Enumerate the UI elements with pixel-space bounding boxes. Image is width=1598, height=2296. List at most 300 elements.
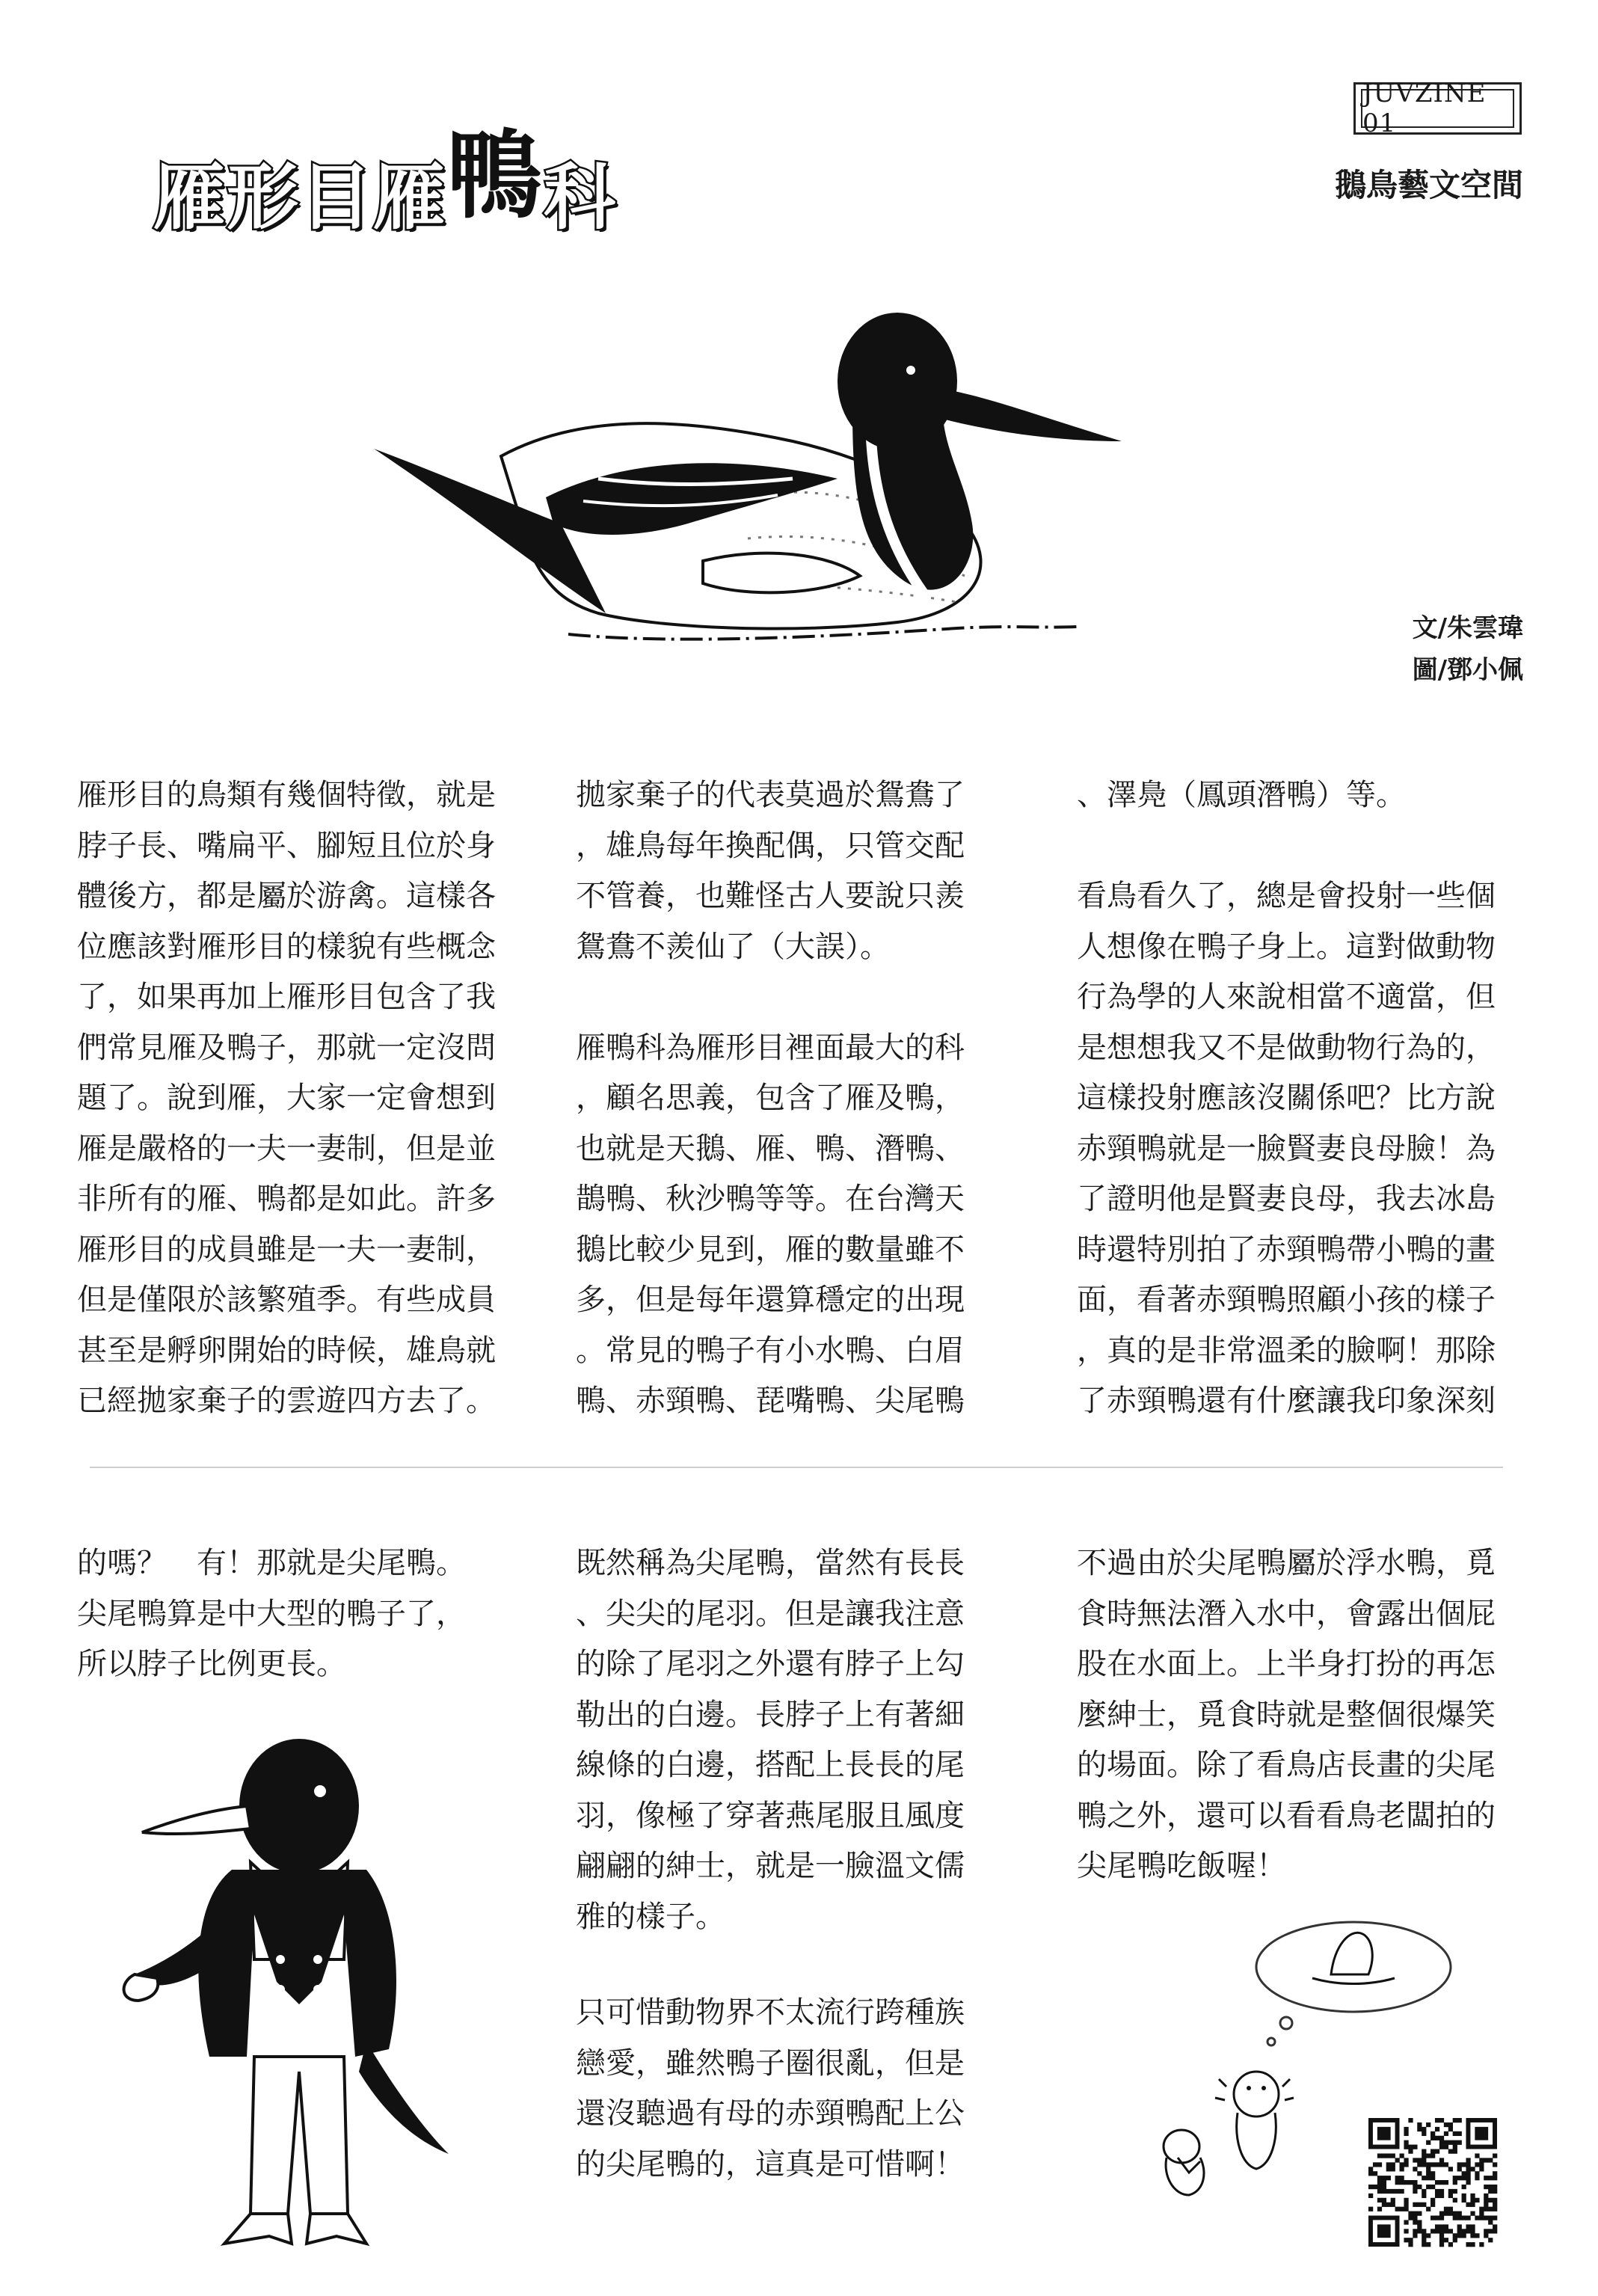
qr-module [1453,2149,1457,2154]
qr-module [1457,2224,1462,2229]
qr-module [1386,2203,1391,2207]
qr-module [1404,2238,1408,2242]
qr-module [1475,2162,1479,2167]
qr-module [1377,2207,1382,2211]
qr-module [1435,2229,1439,2233]
qr-module [1470,2242,1475,2247]
qr-module [1417,2220,1422,2224]
qr-module [1484,2207,1488,2211]
qr-module [1475,2171,1479,2176]
qr-module [1422,2233,1426,2238]
qr-module [1475,2176,1479,2180]
qr-module [1462,2198,1466,2203]
qr-module [1457,2233,1462,2238]
qr-module [1426,2122,1430,2127]
qr-module [1462,2215,1466,2220]
qr-module [1430,2185,1435,2189]
qr-module [1439,2215,1444,2220]
qr-module [1462,2171,1466,2176]
qr-module [1386,2167,1391,2171]
qr-module [1484,2158,1488,2162]
qr-module [1408,2215,1413,2220]
qr-module [1444,2229,1448,2233]
qr-module [1457,2215,1462,2220]
qr-module [1408,2118,1413,2122]
qr-module [1430,2153,1435,2158]
qr-module [1448,2211,1453,2216]
qr-module [1404,2220,1408,2224]
qr-module [1439,2211,1444,2216]
qr-module [1430,2136,1435,2140]
qr-module [1493,2171,1497,2176]
qr-module [1413,2145,1417,2149]
qr-module [1422,2176,1426,2180]
qr-module [1400,2189,1404,2194]
qr-module [1493,2203,1497,2207]
qr-module [1448,2167,1453,2171]
org-name: 鵝鳥藝文空間 [1334,167,1523,203]
qr-module [1457,2176,1462,2180]
qr-module [1426,2140,1430,2145]
qr-module [1466,2162,1470,2167]
qr-module [1466,2229,1470,2233]
qr-module [1453,2198,1457,2203]
qr-module [1484,2198,1488,2203]
qr-module [1417,2171,1422,2176]
bottom-column-2b: 只可惜動物界不太流行跨種族 戀愛，雖然鴨子圈很亂，但是 還沒聽過有母的赤頸鴨配上公 的尖尾鴨的，這真是可惜啊！ [576,1995,965,2182]
qr-module [1448,2140,1453,2145]
title-text-2: 科 [544,156,618,239]
qr-module [1404,2198,1408,2203]
qr-module [1466,2171,1470,2176]
qr-module [1462,2194,1466,2198]
qr-module [1479,2242,1484,2247]
qr-module [1462,2162,1466,2167]
qr-module [1462,2233,1466,2238]
qr-module [1400,2207,1404,2211]
qr-module [1439,2118,1444,2122]
qr-module [1466,2203,1470,2207]
qr-module [1435,2189,1439,2194]
qr-module [1430,2198,1435,2203]
qr-module [1408,2180,1413,2185]
qr-module [1391,2153,1395,2158]
qr-module [1395,2189,1400,2194]
qr-module [1400,2176,1404,2180]
qr-module [1439,2242,1444,2247]
qr-module [1386,2162,1391,2167]
qr-module [1404,2127,1408,2131]
qr-module [1430,2162,1435,2167]
qr-module [1493,2229,1497,2233]
qr-module [1404,2162,1408,2167]
qr-module [1417,2203,1422,2207]
qr-module [1448,2207,1453,2211]
qr-module [1457,2167,1462,2171]
qr-module [1422,2162,1426,2167]
bottom-column-1: 的嗎？ 有！那就是尖尾鴨。 尖尾鴨算是中大型的鴨子了， 所以脖子比例更長。 [77,1546,466,1681]
qr-module [1430,2171,1435,2176]
qr-module [1444,2238,1448,2242]
qr-module [1479,2215,1484,2220]
page-title [153,112,617,250]
qr-module [1439,2189,1444,2194]
qr-code [1368,2118,1497,2247]
qr-module [1435,2162,1439,2167]
qr-module [1462,2176,1466,2180]
top-column-3: 、澤鳧（鳳頭潛鴨）等。 看鳥看久了，總是會投射一些個 人想像在鴨子身上。這對做動物 行為學的人來說相當不適當，但 是想想我又不是做動物行為的， 這樣投射應該沒關係吧？比方說 赤頸鴨就是一臉賢妻良母臉！為 了證明他是賢妻良母，我去冰島 時還特別拍了赤頸鴨帶小鴨的畫 面，看著赤頸鴨照顧小孩的樣子 ，真的是非常溫柔的臉啊！那除 了赤頸鴨還有什麼讓我印象深刻 [1077,778,1496,1418]
qr-module [1484,2215,1488,2220]
qr-module [1391,2162,1395,2167]
qr-module [1453,2211,1457,2216]
title-text-1: 雁形目雁 [153,156,446,239]
qr-module [1408,2145,1413,2149]
qr-module [1377,2224,1391,2238]
qr-module [1404,2203,1408,2207]
qr-module [1439,2158,1444,2162]
qr-module [1488,2185,1493,2189]
qr-module [1382,2203,1386,2207]
qr-module [1475,2215,1479,2220]
qr-module [1426,2171,1430,2176]
qr-module [1457,2162,1462,2167]
qr-module [1488,2189,1493,2194]
qr-module [1484,2185,1488,2189]
qr-module [1453,2215,1457,2220]
qr-module [1448,2127,1453,2131]
qr-module [1417,2127,1422,2131]
qr-module [1448,2194,1453,2198]
qr-module [1386,2153,1391,2158]
qr-module [1466,2215,1470,2220]
qr-module [1422,2229,1426,2233]
bottom-column-3: 不過由於尖尾鴨屬於浮水鴨，覓 食時無法潛入水中，會露出個屁 股在水面上。上半身打扮的再怎 麼紳士，覓食時就是整個很爆笑 的場面。除了看鳥店長畫的尖尾 鴨之外，還可以看看鳥老闆拍的 尖尾鴨吃飯喔！ [1077,1546,1496,1883]
qr-module [1488,2198,1493,2203]
qr-module [1373,2171,1377,2176]
qr-module [1479,2207,1484,2211]
qr-module [1430,2215,1435,2220]
qr-module [1413,2189,1417,2194]
qr-module [1430,2131,1435,2136]
qr-module [1408,2211,1413,2216]
qr-module [1484,2194,1488,2198]
qr-module [1413,2180,1417,2185]
qr-module [1462,2229,1466,2233]
top-column-1: 雁形目的鳥類有幾個特徵，就是 脖子長、嘴扁平、腳短且位於身 體後方，都是屬於游禽。這樣各 位應該對雁形目的樣貌有些概念 了，如果再加上雁形目包含了我 們常見雁及鴨子，那就一定沒問 題了。說到雁，大家一定會想到 雁是嚴格的一夫一妻制，但是並 非所有的雁、鴨都是如此。許多 雁形目的成員雖是一夫一妻制， 但是僅限於該繁殖季。有些成員 甚至是孵卵開始的時候，雄鳥就 已經拋家棄子的雲遊四方去了。 [77,778,496,1418]
qr-module [1413,2203,1417,2207]
qr-module [1435,2149,1439,2154]
qr-module [1377,2176,1382,2180]
qr-module [1484,2176,1488,2180]
qr-module [1435,2136,1439,2140]
qr-module [1404,2131,1408,2136]
qr-module [1422,2131,1426,2136]
qr-module [1382,2180,1386,2185]
qr-module [1408,2242,1413,2247]
qr-module [1466,2158,1470,2162]
qr-module [1493,2189,1497,2194]
qr-module [1444,2180,1448,2185]
qr-module [1377,2198,1382,2203]
zine-badge [1353,79,1522,138]
qr-module [1391,2189,1395,2194]
qr-module [1448,2189,1453,2194]
gentleman-duck-illustration [120,1735,464,2259]
qr-module [1430,2176,1435,2180]
qr-module [1457,2118,1462,2122]
qr-module [1391,2198,1395,2203]
qr-module [1386,2176,1391,2180]
qr-module [1408,2149,1413,2154]
qr-module [1435,2180,1439,2185]
qr-module [1439,2233,1444,2238]
qr-module [1422,2242,1426,2247]
qr-module [1475,2153,1479,2158]
qr-module [1413,2215,1417,2220]
qr-module [1439,2229,1444,2233]
qr-module [1426,2162,1430,2167]
qr-module [1413,2233,1417,2238]
qr-module [1470,2198,1475,2203]
qr-module [1417,2224,1422,2229]
qr-module [1475,2233,1479,2238]
qr-module [1470,2194,1475,2198]
qr-module [1377,2162,1382,2167]
qr-module [1400,2180,1404,2185]
qr-module [1377,2189,1382,2194]
qr-module [1382,2153,1386,2158]
qr-module [1453,2118,1457,2122]
qr-module [1475,2198,1479,2203]
qr-module [1395,2176,1400,2180]
qr-module [1444,2145,1448,2149]
qr-module [1430,2149,1435,2154]
title-text-big: 鴨 [446,120,544,232]
bottom-column-2a: 既然稱為尖尾鴨，當然有長長 、尖尖的尾羽。但是讓我注意 的除了尾羽之外還有脖子上勾 勒出的白邊。長脖子上有著細 線條的白邊，搭配上長長的尾 羽，像極了穿著燕尾服且風度 翩翩的紳士，就是一臉溫文儒 雅的樣子。 [576,1546,965,1934]
qr-module [1488,2158,1493,2162]
qr-module [1430,2229,1435,2233]
qr-module [1466,2224,1470,2229]
qr-module [1377,2127,1391,2140]
qr-module [1395,2207,1400,2211]
illustrator-credit: 圖/鄧小佩 [1412,655,1523,685]
qr-module [1466,2176,1470,2180]
pintail-duck-illustration [374,299,1159,673]
qr-module [1444,2162,1448,2167]
qr-module [1479,2211,1484,2216]
qr-module [1439,2238,1444,2242]
qr-module [1391,2203,1395,2207]
qr-module [1466,2167,1470,2171]
qr-module [1439,2162,1444,2167]
qr-module [1404,2145,1408,2149]
qr-module [1453,2189,1457,2194]
credits [1413,607,1523,691]
qr-module [1493,2185,1497,2189]
qr-module [1470,2211,1475,2216]
qr-module [1488,2238,1493,2242]
qr-module [1404,2140,1408,2145]
qr-module [1404,2180,1408,2185]
qr-module [1422,2158,1426,2162]
qr-module [1457,2131,1462,2136]
qr-module [1426,2167,1430,2171]
qr-module [1373,2185,1377,2189]
qr-module [1435,2194,1439,2198]
qr-module [1453,2131,1457,2136]
qr-module [1448,2242,1453,2247]
qr-module [1457,2229,1462,2233]
qr-module [1466,2242,1470,2247]
qr-module [1448,2122,1453,2127]
qr-module [1422,2238,1426,2242]
qr-module [1475,2127,1488,2140]
qr-module [1439,2194,1444,2198]
qr-module [1400,2153,1404,2158]
qr-module [1435,2224,1439,2229]
qr-module [1439,2180,1444,2185]
qr-module [1368,2207,1373,2211]
qr-module [1444,2122,1448,2127]
qr-module [1493,2153,1497,2158]
qr-module [1484,2229,1488,2233]
qr-module [1422,2189,1426,2194]
qr-module [1400,2167,1404,2171]
qr-module [1413,2158,1417,2162]
author-credit: 文/朱雲瑋 [1412,613,1523,643]
qr-module [1368,2167,1373,2171]
qr-module [1493,2207,1497,2211]
qr-module [1413,2220,1417,2224]
qr-module [1377,2185,1382,2189]
qr-module [1404,2158,1408,2162]
qr-module [1466,2180,1470,2185]
qr-module [1470,2167,1475,2171]
qr-module [1439,2224,1444,2229]
qr-module [1408,2238,1413,2242]
qr-module [1417,2185,1422,2189]
qr-module [1435,2127,1439,2131]
qr-module [1404,2229,1408,2233]
qr-module [1470,2229,1475,2233]
qr-module [1373,2162,1377,2167]
qr-module [1395,2180,1400,2185]
qr-module [1462,2185,1466,2189]
qr-module [1382,2176,1386,2180]
qr-module [1457,2211,1462,2216]
qr-module [1417,2162,1422,2167]
qr-module [1493,2215,1497,2220]
qr-module [1368,2171,1373,2176]
qr-module [1479,2162,1484,2167]
qr-module [1453,2145,1457,2149]
qr-module [1444,2131,1448,2136]
qr-module [1413,2229,1417,2233]
qr-module [1444,2211,1448,2216]
qr-module [1448,2149,1453,2154]
qr-module [1426,2207,1430,2211]
qr-module [1488,2220,1493,2224]
qr-module [1413,2211,1417,2216]
qr-module [1422,2149,1426,2154]
qr-module [1470,2203,1475,2207]
qr-module [1479,2158,1484,2162]
qr-module [1417,2158,1422,2162]
qr-module [1417,2229,1422,2233]
section-divider [90,1467,1503,1468]
qr-module [1382,2189,1386,2194]
qr-module [1484,2233,1488,2238]
qr-module [1368,2185,1373,2189]
qr-module [1422,2194,1426,2198]
qr-module [1426,2185,1430,2189]
qr-module [1444,2224,1448,2229]
qr-module [1484,2203,1488,2207]
qr-module [1439,2145,1444,2149]
qr-module [1488,2229,1493,2233]
qr-module [1439,2140,1444,2145]
qr-module [1493,2162,1497,2167]
qr-module [1453,2140,1457,2145]
qr-module [1395,2158,1400,2162]
qr-module [1453,2180,1457,2185]
qr-module [1479,2167,1484,2171]
qr-module [1435,2118,1439,2122]
qr-module [1488,2215,1493,2220]
qr-module [1426,2153,1430,2158]
qr-module [1493,2176,1497,2180]
qr-module [1493,2198,1497,2203]
qr-module [1470,2224,1475,2229]
qr-module [1426,2242,1430,2247]
qr-module [1413,2185,1417,2189]
qr-module [1457,2140,1462,2145]
qr-module [1493,2224,1497,2229]
qr-module [1430,2203,1435,2207]
qr-module [1368,2194,1373,2198]
zine-badge-label: JUVZINE 01 [1361,89,1514,128]
qr-module [1422,2153,1426,2158]
qr-module [1488,2176,1493,2180]
qr-module [1439,2136,1444,2140]
top-column-2: 拋家棄子的代表莫過於鴛鴦了 ，雄鳥每年換配偶，只管交配 不管養，也難怪古人要說只羨 鴛鴦不羨仙了（大誤）。 雁鴨科為雁形目裡面最大的科 ，顧名思義，包含了雁及鴨， 也就是天鵝、雁、鴨、潛鴨、 鵲鴨、秋沙鴨等等。在台灣天 鵝比較少見到，雁的數量雖不 多，但是每年還算穩定的出現 。常見的鴨子有小水鴨、白眉 鴨、赤頸鴨、琵嘴鴨、尖尾鴨 [576,778,965,1418]
qr-module [1377,2180,1382,2185]
qr-module [1444,2207,1448,2211]
qr-module [1426,2176,1430,2180]
qr-module [1377,2153,1382,2158]
qr-module [1444,2140,1448,2145]
qr-module [1400,2162,1404,2167]
qr-module [1426,2233,1430,2238]
qr-module [1386,2189,1391,2194]
qr-module [1453,2238,1457,2242]
qr-module [1453,2233,1457,2238]
qr-module [1417,2211,1422,2216]
qr-module [1453,2176,1457,2180]
qr-module [1470,2233,1475,2238]
qr-module [1435,2215,1439,2220]
qr-module [1417,2122,1422,2127]
qr-module [1422,2203,1426,2207]
qr-module [1382,2198,1386,2203]
qr-module [1413,2167,1417,2171]
qr-module [1448,2229,1453,2233]
qr-module [1422,2127,1426,2131]
qr-module [1391,2167,1395,2171]
qr-module [1404,2207,1408,2211]
qr-module [1488,2207,1493,2211]
qr-module [1382,2185,1386,2189]
